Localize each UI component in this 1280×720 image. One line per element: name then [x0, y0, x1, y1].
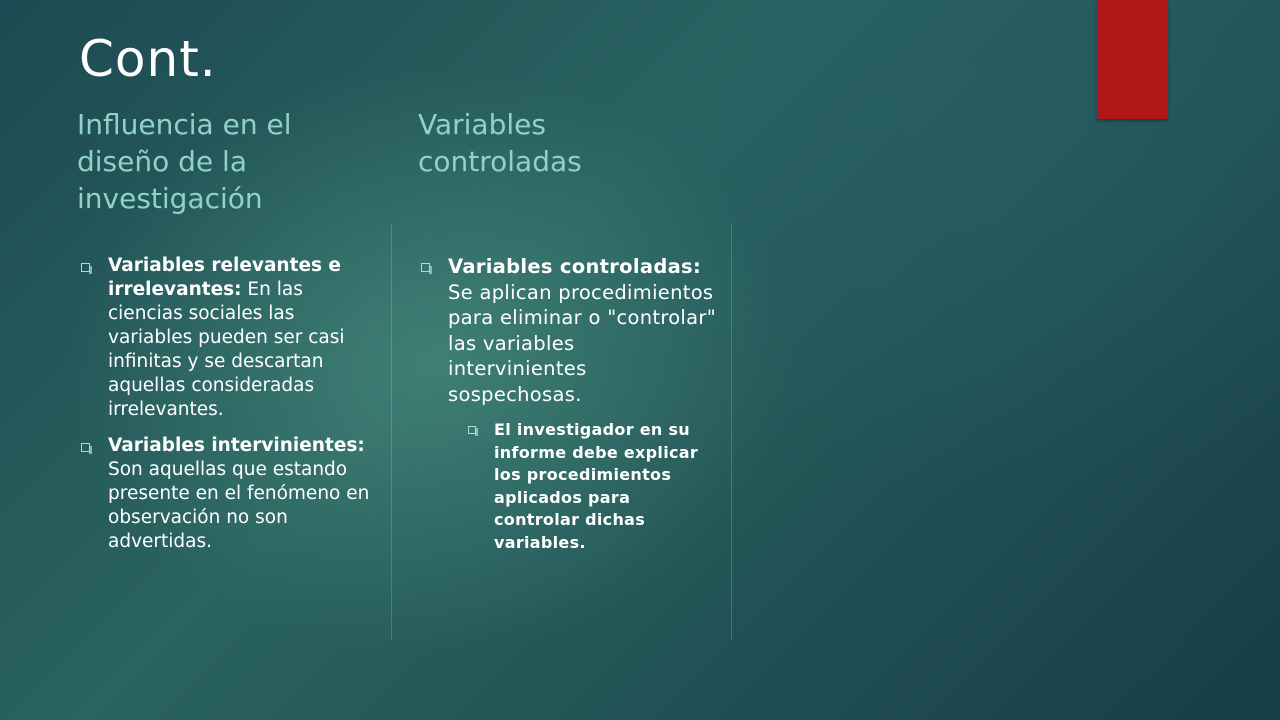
- square-bullet-icon: [81, 443, 90, 452]
- bullet-item-controlled-variables: [418, 254, 718, 554]
- bullet-text: En las ciencias sociales las variables pueden ser casi infinitas y se descartan aquellas consideradas irrelevantes.: [108, 279, 345, 420]
- accent-bar: [1097, 0, 1168, 119]
- sub-bullet-list: [448, 419, 718, 554]
- square-bullet-icon: [421, 263, 430, 272]
- column-divider-right: [731, 224, 732, 640]
- column-divider-left: [391, 224, 392, 640]
- sub-bullet-text: El investigador en su informe debe explicar los procedimientos aplicados para controlar dichas variables.: [494, 420, 699, 552]
- right-bullet-list: [418, 254, 718, 554]
- right-column: [418, 254, 718, 554]
- square-bullet-icon: [81, 263, 90, 272]
- bullet-term: Variables controladas:: [448, 255, 702, 278]
- bullet-item-intervening-variables: [78, 434, 372, 554]
- left-column-heading: Influencia en el diseño de la investigación: [77, 108, 292, 215]
- square-bullet-icon: [468, 426, 476, 434]
- bullet-term: Variables intervinientes:: [108, 435, 365, 456]
- bullet-term: Variables relevantes e irrelevantes:: [108, 255, 341, 300]
- bullet-item-relevant-variables: [78, 254, 372, 422]
- left-bullet-list: [78, 254, 372, 554]
- bullet-text: Son aquellas que estando presente en el fenómeno en observación no son advertidas.: [108, 459, 370, 552]
- sub-bullet-item: [448, 419, 708, 554]
- right-column-heading: Variables controladas: [418, 108, 582, 178]
- left-column: [78, 254, 372, 566]
- bullet-text: Se aplican procedimientos para eliminar o "controlar" las variables intervinientes sospechosas.: [448, 280, 716, 406]
- slide-title: Cont.: [79, 30, 217, 88]
